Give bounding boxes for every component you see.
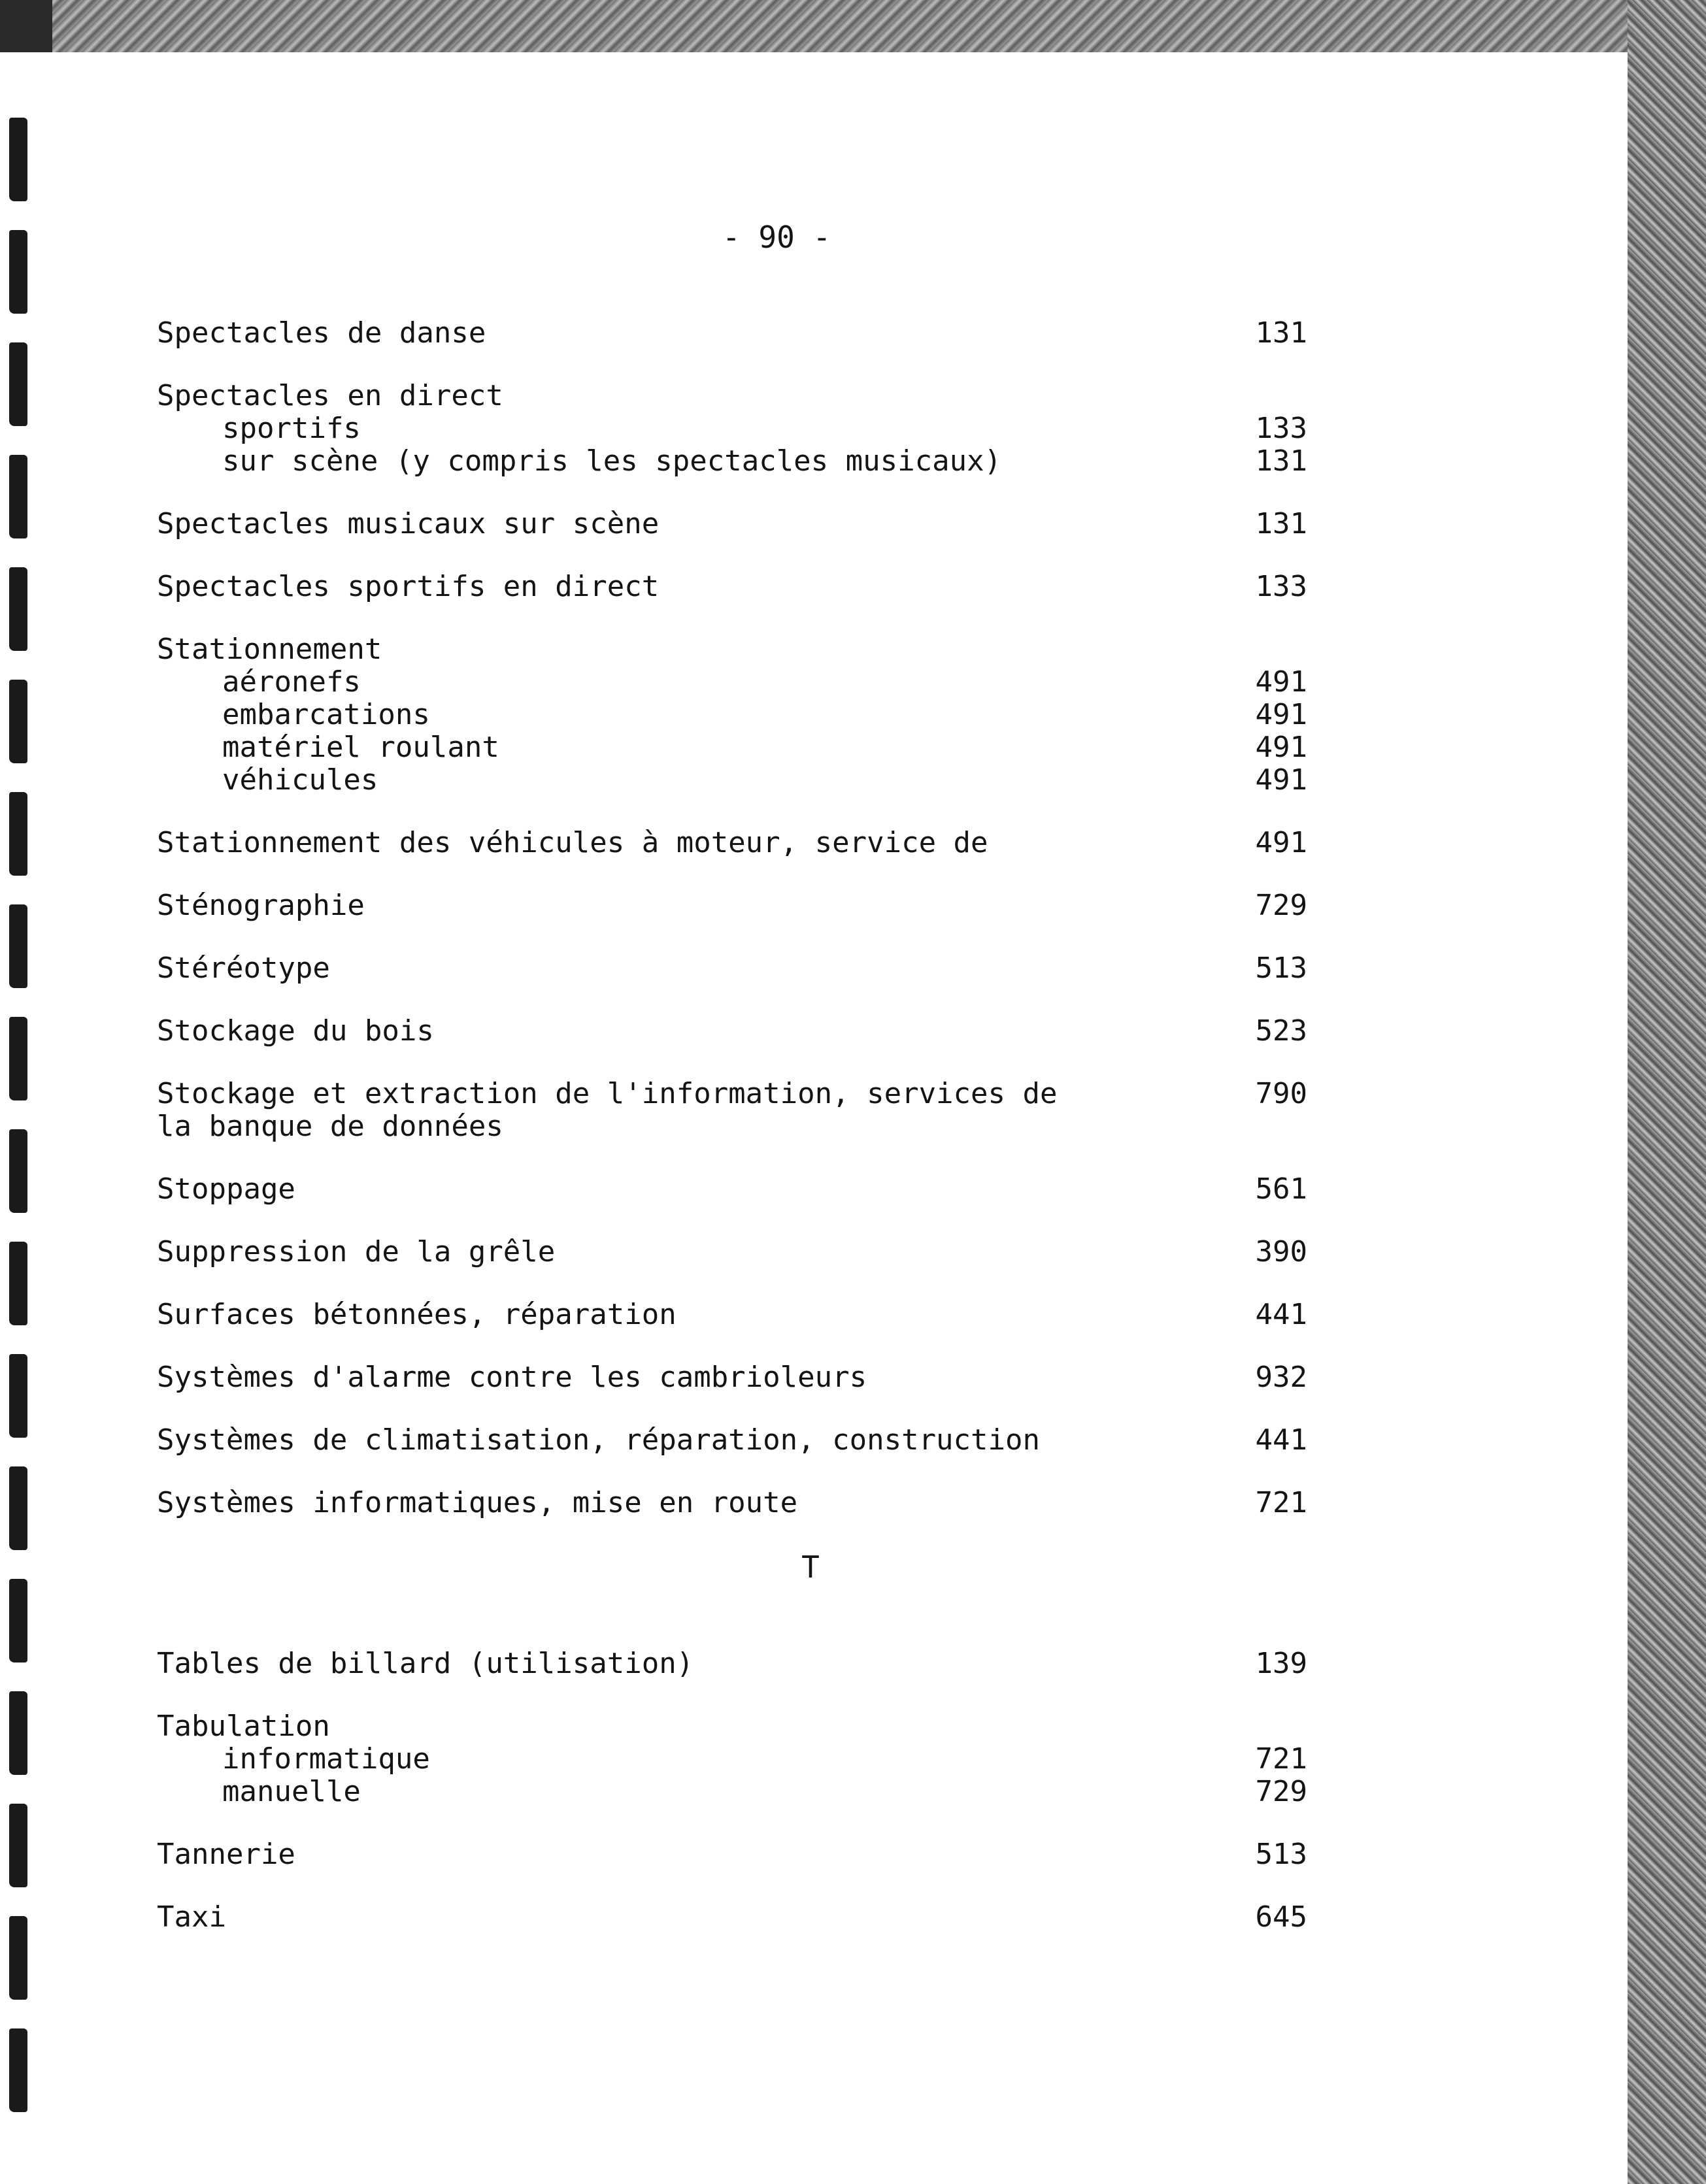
index-subcode: 491 (1255, 763, 1307, 797)
index-subentry (157, 699, 1307, 731)
index-code: 491 (1255, 826, 1307, 859)
index-entry-line (157, 1015, 1307, 1048)
binding-hole (9, 904, 27, 988)
index-entry (157, 508, 1307, 540)
index-entry (157, 827, 1307, 859)
binding-hole (9, 1017, 27, 1100)
index-entry (157, 889, 1307, 922)
index-entry (157, 1487, 1307, 1519)
binding-hole (9, 1466, 27, 1550)
index-code: 131 (1255, 316, 1307, 350)
index-entry-line (157, 1838, 1307, 1871)
index-entry (157, 571, 1307, 603)
index-entry (157, 1901, 1307, 1934)
index-code: 523 (1255, 1014, 1307, 1048)
index-term: Spectacles sportifs en direct (157, 570, 660, 603)
index-list (157, 317, 1307, 1964)
index-entry-line (157, 827, 1307, 859)
index-subentry (157, 1776, 1307, 1808)
index-entry-line (157, 1647, 1307, 1680)
index-code: 932 (1255, 1361, 1307, 1394)
index-term: Systèmes de climatisation, réparation, construction (157, 1423, 1041, 1457)
index-entry (157, 1015, 1307, 1048)
index-term: Spectacles en direct (157, 379, 503, 412)
index-subcode: 133 (1255, 412, 1307, 445)
index-entry (157, 952, 1307, 985)
index-entry (157, 1078, 1307, 1143)
index-entry-line (157, 1424, 1307, 1457)
index-code: 133 (1255, 570, 1307, 603)
scan-corner (0, 0, 52, 52)
index-term: Stationnement (157, 633, 382, 666)
index-entry-line (157, 1361, 1307, 1394)
page-number: - 90 - (722, 220, 831, 255)
index-subentry (157, 666, 1307, 699)
index-entry-line (157, 380, 1307, 412)
index-code: 721 (1255, 1486, 1307, 1519)
index-term: Systèmes informatiques, mise en route (157, 1486, 798, 1519)
index-term: Tables de billard (utilisation) (157, 1647, 694, 1680)
index-code: 131 (1255, 507, 1307, 540)
index-term: Tabulation (157, 1710, 330, 1743)
index-term: Stockage et extraction de l'information, services de la banque de données (157, 1077, 1058, 1143)
index-subterm: manuelle (222, 1775, 361, 1808)
binding-hole (9, 118, 27, 201)
index-entry (157, 1299, 1307, 1331)
index-subentry (157, 764, 1307, 797)
index-subterm: embarcations (222, 698, 430, 731)
index-code: 139 (1255, 1647, 1307, 1680)
index-subterm: sur scène (y compris les spectacles musicaux) (222, 444, 1002, 478)
index-entry-line (157, 1299, 1307, 1331)
index-code: 645 (1255, 1900, 1307, 1934)
binding-hole (9, 342, 27, 426)
index-code: 513 (1255, 1838, 1307, 1871)
index-entry (157, 1710, 1307, 1808)
index-entry-line (157, 952, 1307, 985)
index-subterm: matériel roulant (222, 731, 499, 764)
index-entry (157, 1173, 1307, 1206)
binding-hole (9, 1916, 27, 2000)
index-subcode: 491 (1255, 731, 1307, 764)
index-subentry (157, 1743, 1307, 1776)
binding-hole (9, 230, 27, 314)
index-entry (157, 1647, 1307, 1680)
index-term: Spectacles musicaux sur scène (157, 507, 660, 540)
index-code: 729 (1255, 889, 1307, 922)
index-entry (157, 380, 1307, 478)
scan-border-top (0, 0, 1706, 52)
index-term: Stéréotype (157, 951, 330, 985)
index-code: 441 (1255, 1298, 1307, 1331)
index-term: Taxi (157, 1900, 226, 1934)
index-subentry (157, 412, 1307, 445)
index-entry-line (157, 1901, 1307, 1934)
index-subterm: informatique (222, 1742, 430, 1776)
index-entry-line (157, 1710, 1307, 1743)
index-term: Sténographie (157, 889, 365, 922)
index-entry-line (157, 1236, 1307, 1268)
index-entry (157, 633, 1307, 797)
index-entry (157, 1838, 1307, 1871)
index-entry-line (157, 633, 1307, 666)
index-entry-line (157, 571, 1307, 603)
binding-hole (9, 1579, 27, 1663)
index-subcode: 131 (1255, 444, 1307, 478)
index-entry (157, 1361, 1307, 1394)
index-entry (157, 317, 1307, 350)
index-subcode: 491 (1255, 698, 1307, 731)
index-subcode: 729 (1255, 1775, 1307, 1808)
scan-border-right (1628, 0, 1706, 2184)
index-entry (157, 1424, 1307, 1457)
binding-strip (0, 118, 39, 2184)
index-entry-line (157, 1078, 1307, 1143)
index-subterm: véhicules (222, 763, 378, 797)
binding-hole (9, 455, 27, 538)
index-term: Stoppage (157, 1172, 295, 1206)
binding-hole (9, 567, 27, 651)
binding-hole (9, 680, 27, 763)
index-code: 390 (1255, 1235, 1307, 1268)
index-term: Spectacles de danse (157, 316, 486, 350)
index-subentry (157, 731, 1307, 764)
index-term: Tannerie (157, 1838, 295, 1871)
index-term: Stockage du bois (157, 1014, 434, 1048)
index-term: Systèmes d'alarme contre les cambrioleurs (157, 1361, 867, 1394)
index-term: Surfaces bétonnées, réparation (157, 1298, 677, 1331)
index-subcode: 491 (1255, 665, 1307, 699)
binding-hole (9, 1804, 27, 1887)
index-term: Stationnement des véhicules à moteur, service de (157, 826, 988, 859)
section-letter-heading: T (801, 1549, 820, 1585)
binding-hole (9, 2028, 27, 2112)
index-entry (157, 1236, 1307, 1268)
index-section-s (157, 317, 1307, 1519)
binding-hole (9, 1242, 27, 1325)
index-subterm: sportifs (222, 412, 361, 445)
index-entry-line (157, 1173, 1307, 1206)
binding-hole (9, 1354, 27, 1438)
index-code: 790 (1255, 1077, 1307, 1110)
index-code: 441 (1255, 1423, 1307, 1457)
binding-hole (9, 1129, 27, 1213)
index-code: 513 (1255, 951, 1307, 985)
index-subterm: aéronefs (222, 665, 361, 699)
index-code: 561 (1255, 1172, 1307, 1206)
index-subentry (157, 445, 1307, 478)
index-section-t (157, 1647, 1307, 1934)
index-entry-line (157, 317, 1307, 350)
index-entry-line (157, 508, 1307, 540)
index-entry-line (157, 889, 1307, 922)
index-entry-line (157, 1487, 1307, 1519)
binding-hole (9, 1691, 27, 1775)
binding-hole (9, 792, 27, 876)
index-subcode: 721 (1255, 1742, 1307, 1776)
index-term: Suppression de la grêle (157, 1235, 556, 1268)
